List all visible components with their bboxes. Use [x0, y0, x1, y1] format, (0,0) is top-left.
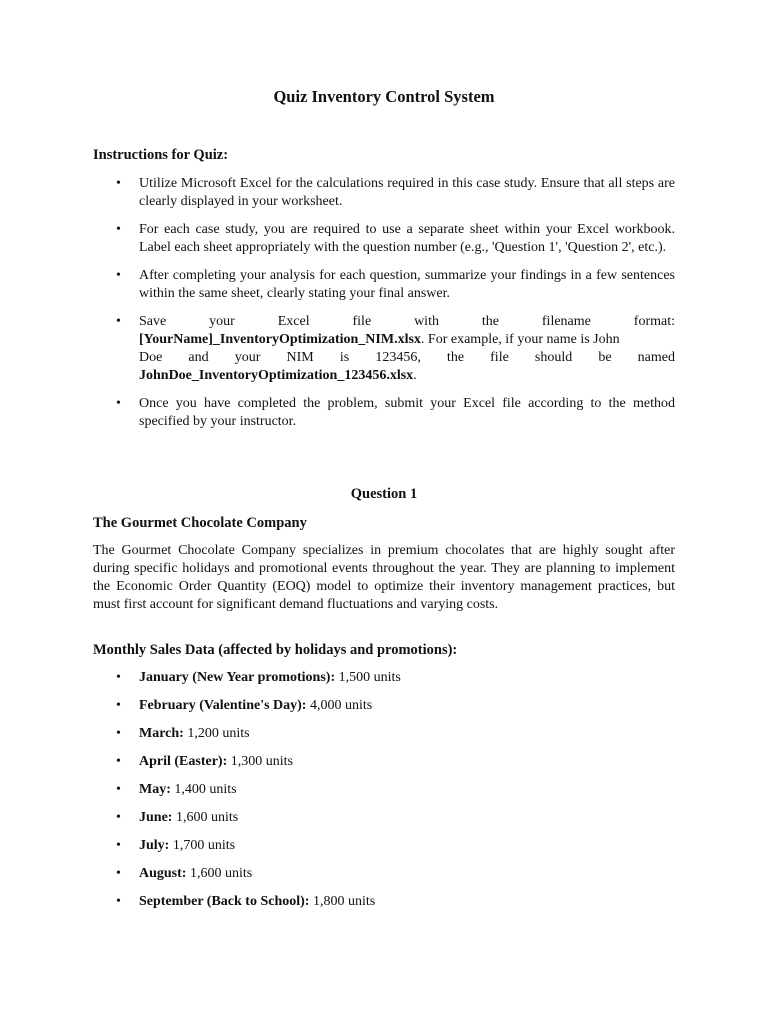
- bullet-icon: •: [116, 726, 121, 741]
- month-label: February (Valentine's Day):: [139, 698, 307, 713]
- bullet-icon: •: [116, 782, 121, 797]
- company-description: The Gourmet Chocolate Company specializes in premium chocolates that are highly sought after during specific holidays and promotional events throughout the year. They are planning to implement the Economic Order Quantity (EOQ) model to optimize their inventory management practices, but must first account for significant demand fluctuations and varying costs.: [93, 543, 675, 612]
- bullet-icon: •: [116, 176, 121, 191]
- month-value: 1,200 units: [187, 726, 250, 741]
- page-title: Quiz Inventory Control System: [273, 87, 495, 106]
- list-item: [93, 753, 675, 781]
- list-item: [93, 221, 675, 257]
- month-label: March:: [139, 726, 184, 741]
- company-heading: The Gourmet Chocolate Company: [93, 515, 307, 531]
- list-item: [93, 781, 675, 809]
- instruction-text: After completing your analysis for each question, summarize your findings in a few sentences within the same sheet, clearly stating your final answer.: [139, 268, 675, 301]
- month-value: 4,000 units: [309, 698, 373, 713]
- month-label: September (Back to School):: [139, 894, 310, 909]
- month-value: 1,700 units: [172, 838, 236, 853]
- save-instruction-line-2: [139, 331, 675, 349]
- month-label: July:: [139, 838, 170, 853]
- bullet-icon: •: [116, 222, 121, 237]
- save-instruction-line-4: [139, 367, 675, 385]
- sales-list: [93, 669, 675, 921]
- bullet-icon: •: [116, 810, 121, 825]
- list-item: [93, 865, 675, 893]
- instruction-text: Once you have completed the problem, submit your Excel file according to the method specified by your instructor.: [139, 396, 675, 429]
- month-value: 1,600 units: [175, 810, 239, 825]
- question-heading: Question 1: [350, 486, 418, 502]
- list-item: [93, 809, 675, 837]
- list-item: [93, 395, 675, 431]
- bullet-icon: •: [116, 838, 121, 853]
- month-label: June:: [139, 810, 173, 825]
- instruction-text: Utilize Microsoft Excel for the calculations required in this case study. Ensure that all steps are clearly displayed in your worksheet.: [139, 176, 675, 209]
- bullet-icon: •: [116, 268, 121, 283]
- list-item: [93, 893, 675, 921]
- bullet-icon: •: [116, 698, 121, 713]
- bullet-icon: •: [116, 396, 121, 411]
- save-instruction-end: .: [413, 368, 417, 383]
- filename-format: [YourName]_InventoryOptimization_NIM.xlsx: [139, 332, 421, 347]
- sales-heading: Monthly Sales Data (affected by holidays and promotions):: [93, 642, 458, 658]
- list-item: [93, 837, 675, 865]
- bullet-icon: •: [116, 314, 121, 329]
- bullet-icon: •: [116, 894, 121, 909]
- month-label: January (New Year promotions):: [139, 670, 336, 685]
- month-value: 1,600 units: [189, 866, 253, 881]
- month-value: 1,300 units: [230, 754, 293, 769]
- month-label: April (Easter):: [139, 754, 228, 769]
- month-value: 1,500 units: [338, 670, 401, 685]
- list-item: [93, 267, 675, 303]
- instructions-list: [93, 175, 675, 441]
- bullet-icon: •: [116, 754, 121, 769]
- save-instruction-line-3: Doe and your NIM is 123456, the file should be named: [139, 350, 675, 365]
- save-instruction-line-1: Save your Excel file with the filename format:: [139, 314, 675, 329]
- month-label: May:: [139, 782, 171, 797]
- month-label: August:: [139, 866, 187, 881]
- list-item: [93, 175, 675, 211]
- list-item: [93, 669, 675, 697]
- save-instruction-continuation: . For example, if your name is John: [420, 332, 620, 347]
- instructions-heading: Instructions for Quiz:: [93, 147, 229, 163]
- instruction-text: For each case study, you are required to use a separate sheet within your Excel workbook. Label each sheet appropriately with the question number (e.g., 'Question 1', 'Question 2', etc.).: [139, 222, 675, 255]
- bullet-icon: •: [116, 670, 121, 685]
- list-item: [93, 697, 675, 725]
- month-value: 1,800 units: [312, 894, 376, 909]
- bullet-icon: •: [116, 866, 121, 881]
- example-filename: JohnDoe_InventoryOptimization_123456.xlsx: [139, 368, 414, 383]
- list-item: [93, 313, 675, 385]
- month-value: 1,400 units: [174, 782, 237, 797]
- list-item: [93, 725, 675, 753]
